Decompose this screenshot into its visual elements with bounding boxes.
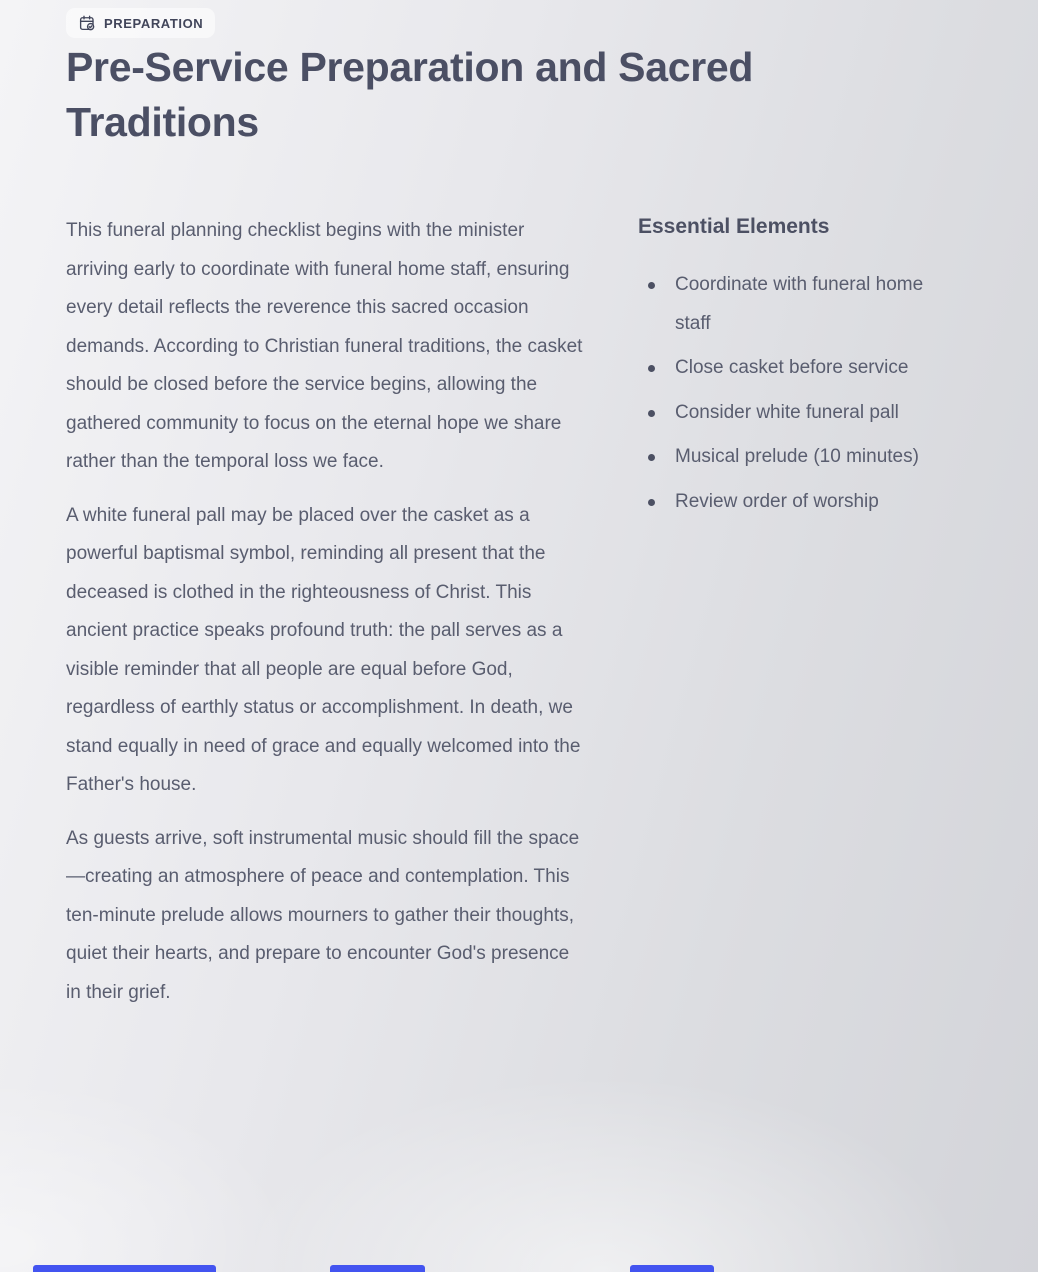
list-item-text: Review order of worship — [675, 490, 879, 512]
bullet-icon — [648, 499, 655, 506]
list-item — [648, 438, 978, 477]
bullet-icon — [648, 365, 655, 372]
calendar-check-icon — [78, 14, 96, 32]
paragraph-musical-prelude: As guests arrive, soft instrumental music should fill the space—creating an atmosphere of peace and contemplation. This ten-minute prelude allows mourners to gather their thoughts, quiet their hearts, and prepare to encounter God's presence in their grief. — [66, 827, 580, 1003]
list-item — [648, 394, 978, 433]
bullet-icon — [648, 282, 655, 289]
list-item-text: Coordinate with funeral home staff — [675, 274, 924, 334]
list-item — [648, 483, 978, 522]
sidebar-column — [638, 212, 978, 1027]
list-item — [648, 266, 978, 343]
sidebar-heading: Essential Elements — [638, 215, 830, 238]
list-item-text: Consider white funeral pall — [675, 401, 899, 423]
preparation-badge — [66, 8, 215, 38]
list-item — [648, 349, 978, 388]
next-section-bar — [33, 1265, 216, 1272]
page-title: Pre-Service Preparation and Sacred Traditions — [66, 44, 754, 145]
paragraph-preparation: This funeral planning checklist begins with the minister arriving early to coordinate with funeral home staff, ensuring every detail reflects the reverence this sacred occasion demands. According to Christian funeral traditions, the casket should be closed before the service begins, allowing the gathered community to focus on the eternal hope we share rather than the temporal loss we face. — [66, 220, 583, 472]
next-section-bar — [330, 1265, 425, 1272]
bullet-icon — [648, 410, 655, 417]
list-item-text: Close casket before service — [675, 357, 909, 378]
next-section-peek — [0, 1265, 1038, 1272]
paragraph-funeral-pall: A white funeral pall may be placed over the casket as a powerful baptismal symbol, reminding all present that the deceased is clothed in the righteousness of Christ. This ancient practice speaks profound truth: the pall serves as a visible reminder that all people are equal before God, regardless of earthly status or accomplishment. In death, we stand equally in need of grace and equally welcomed into the Father's house. — [66, 504, 581, 795]
essential-elements-list — [638, 266, 978, 521]
content-columns — [66, 212, 986, 1027]
next-section-bar — [630, 1265, 714, 1272]
article-column — [66, 212, 586, 1027]
bullet-icon — [648, 454, 655, 461]
list-item-text: Musical prelude (10 minutes) — [675, 446, 919, 467]
badge-label: PREPARATION — [104, 15, 204, 31]
